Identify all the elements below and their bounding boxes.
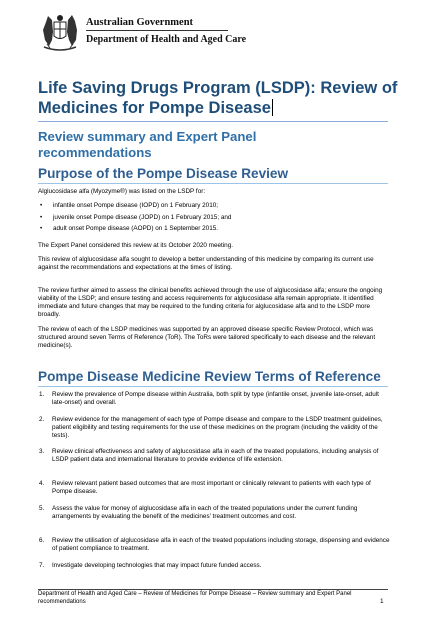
terms-of-reference-list bbox=[38, 391, 390, 572]
terms-heading-divider bbox=[38, 386, 388, 387]
list-item-text: juvenile onset Pompe disease (JOPD) on 1 February 2015; and bbox=[53, 213, 232, 221]
section-heading: Review summary and Expert Panel recommendations bbox=[38, 129, 257, 160]
paragraph: The review further aimed to assess the clinical benefits achieved through the use of alglucosidase alfa; ensure the ongoing viability of the LSDP; and ensure testing and access requirements for alglucosidase alfa remain appropriate. It identified immediate and future changes that may be required to the funding criteria for alglucosidase alfa and to the LSDP more broadly. bbox=[38, 287, 383, 318]
purpose-intro-text: Alglucosidase alfa (Myozyme®) was listed on the LSDP for: bbox=[38, 188, 206, 195]
list-item bbox=[38, 562, 390, 572]
purpose-paragraph-4 bbox=[38, 326, 390, 350]
list-item bbox=[38, 202, 390, 214]
bullet-icon: • bbox=[40, 202, 43, 209]
government-name: Australian Government bbox=[86, 17, 194, 28]
list-item bbox=[38, 480, 390, 505]
text-cursor bbox=[272, 99, 273, 116]
list-number: 7. bbox=[39, 561, 45, 569]
purpose-paragraph-2 bbox=[38, 256, 390, 272]
footer-text: Department of Health and Aged Care – Review of Medicines for Pompe Disease – Review summary and Expert Panel recommendations bbox=[38, 591, 352, 605]
purpose-heading: Purpose of the Pompe Disease Review bbox=[38, 166, 289, 181]
list-item-text: Investigate developing technologies that may impact future funded access. bbox=[52, 561, 262, 569]
document-header bbox=[38, 10, 398, 60]
list-item bbox=[38, 448, 390, 480]
list-item-text: Review the utilisation of alglucosidase alfa in each of the treated populations including storage, dispensing and evidence of patient compliance to treatment. bbox=[52, 537, 390, 552]
paragraph: This review of alglucosidase alfa sought to develop a better understanding of this medicine by comparing its current use against the recommendations and expectations at the times of listing. bbox=[38, 256, 374, 271]
list-item-text: Review clinical effectiveness and safety of alglucosidase alfa in each of the treated populations, including analysis of LSDP patient data and international literature to provide evidence of life extension. bbox=[52, 448, 379, 463]
coat-of-arms-logo bbox=[38, 10, 82, 54]
bullet-icon: • bbox=[40, 225, 43, 232]
terms-heading: Pompe Disease Medicine Review Terms of Reference bbox=[38, 369, 381, 384]
bullet-icon: • bbox=[40, 213, 43, 221]
list-item bbox=[38, 505, 390, 538]
list-number: 6. bbox=[39, 537, 45, 544]
list-item-text: Assess the value for money of alglucosidase alfa in each of the treated populations under the current funding arrangements by evaluating the benefit of the medicines’ treatment outcomes and cost. bbox=[52, 504, 358, 520]
list-item bbox=[38, 225, 390, 237]
footer-divider bbox=[38, 589, 388, 590]
list-item bbox=[38, 214, 390, 226]
list-item-text: Review evidence for the management of each type of Pompe disease and compare to the LSDP treatment guidelines, patient eligibility and testing requirements for the use of these medicines on the program (including the validity of the tests). bbox=[52, 415, 383, 439]
document-title bbox=[38, 78, 398, 118]
list-item bbox=[38, 391, 390, 416]
list-item bbox=[38, 537, 390, 562]
purpose-intro bbox=[38, 188, 390, 196]
listing-bullet-list bbox=[38, 202, 390, 237]
paragraph: The Expert Panel considered this review at its October 2020 meeting. bbox=[38, 242, 233, 249]
purpose-heading-divider bbox=[38, 183, 388, 184]
document-title-text: Life Saving Drugs Program (LSDP): Review of Medicines for Pompe Disease bbox=[38, 79, 398, 117]
list-item-text: Review the prevalence of Pompe disease within Australia, both split by type (infantile onset, juvenile late-onset, adult late-onset) and overall. bbox=[52, 391, 379, 406]
list-number: 4. bbox=[39, 480, 45, 487]
list-number: 5. bbox=[39, 504, 45, 512]
list-number: 1. bbox=[39, 391, 45, 398]
header-divider bbox=[86, 30, 228, 31]
purpose-paragraph-1 bbox=[38, 242, 390, 250]
department-name: Department of Health and Aged Care bbox=[86, 34, 247, 45]
page-number: 1 bbox=[380, 598, 384, 605]
purpose-paragraph-3 bbox=[38, 287, 390, 319]
list-number: 2. bbox=[39, 415, 45, 423]
list-item-text: Review relevant patient based outcomes that are most important or clinically relevant to patients with each type of Pompe disease. bbox=[52, 480, 371, 495]
list-item-text: infantile onset Pompe disease (IOPD) on 1 February 2010; bbox=[53, 202, 219, 209]
title-divider bbox=[38, 121, 388, 122]
paragraph: The review of each of the LSDP medicines was supported by an approved disease specific Review Protocol, which was structured around seven Terms of Reference (ToR). The ToRs were tailored specifically to each disease and the relevant medicine(s). bbox=[38, 326, 376, 349]
list-item-text: adult onset Pompe disease (AOPD) on 1 September 2015. bbox=[53, 225, 219, 232]
list-item bbox=[38, 416, 390, 449]
list-number: 3. bbox=[39, 448, 45, 455]
